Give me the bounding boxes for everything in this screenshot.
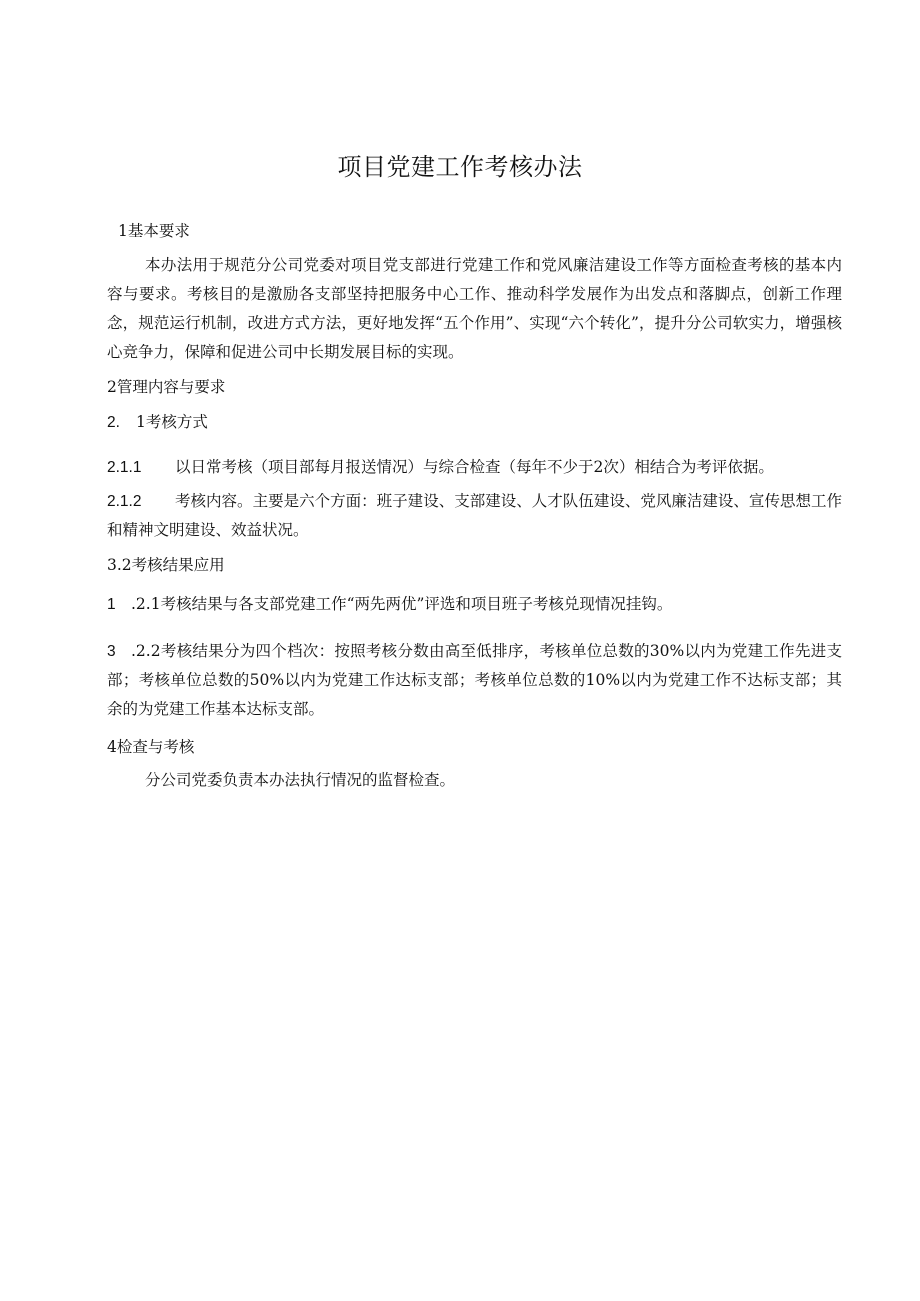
clause-2-1-1-number: 2.1.1	[107, 459, 142, 476]
section-2-1-heading	[107, 412, 208, 433]
document-title: 项目党建工作考核办法	[337, 153, 583, 181]
section-3-2-heading: 3.2考核结果应用	[107, 556, 225, 574]
clause-3-2-1	[107, 594, 672, 615]
section-2-heading: 2管理内容与要求	[107, 378, 226, 396]
clause-3-2-2-text: .2.2考核结果分为四个档次：按照考核分数由高至低排序，考核单位总数的30%以内为党建工作先进支部；考核单位总数的50%以内为党建工作达标支部；考核单位总数的10%以内为党建工作不达标支部；其余的为党建工作基本达标支部。	[107, 642, 842, 718]
section-4-heading: 4检查与考核	[107, 738, 195, 756]
section-2-1-title: 1考核方式	[136, 413, 208, 431]
section-1-heading: 1基本要求	[118, 222, 190, 240]
clause-3-2-2	[107, 637, 842, 724]
clause-3-2-1-number: 1	[107, 596, 116, 613]
clause-2-1-1	[107, 457, 774, 478]
clause-2-1-1-text: 以日常考核（项目部每月报送情况）与综合检查（每年不少于2次）相结合为考评依据。	[175, 458, 774, 476]
section-1-body: 本办法用于规范分公司党委对项目党支部进行党建工作和党风廉洁建设工作等方面检查考核的基本内容与要求。考核目的是激励各支部坚持把服务中心工作、推动科学发展作为出发点和落脚点，创新工作理念，规范运行机制，改进方式方法，更好地发挥“五个作用”、实现“六个转化”，提升分公司软实力，增强核心竞争力，保障和促进公司中长期发展目标的实现。	[107, 256, 842, 361]
section-4-body: 分公司党委负责本办法执行情况的监督检查。	[145, 771, 456, 789]
clause-2-1-2-number: 2.1.2	[107, 493, 142, 510]
clause-3-2-1-text: .2.1考核结果与各支部党建工作“两先两优”评选和项目班子考核兑现情况挂钩。	[131, 595, 673, 613]
clause-2-1-2-text: 考核内容。主要是六个方面：班子建设、支部建设、人才队伍建设、党风廉洁建设、宣传思想工作和精神文明建设、效益状况。	[107, 492, 842, 539]
section-2-1-number: 2.	[107, 414, 120, 431]
clause-2-1-2	[107, 487, 842, 545]
clause-3-2-2-number: 3	[107, 643, 116, 660]
